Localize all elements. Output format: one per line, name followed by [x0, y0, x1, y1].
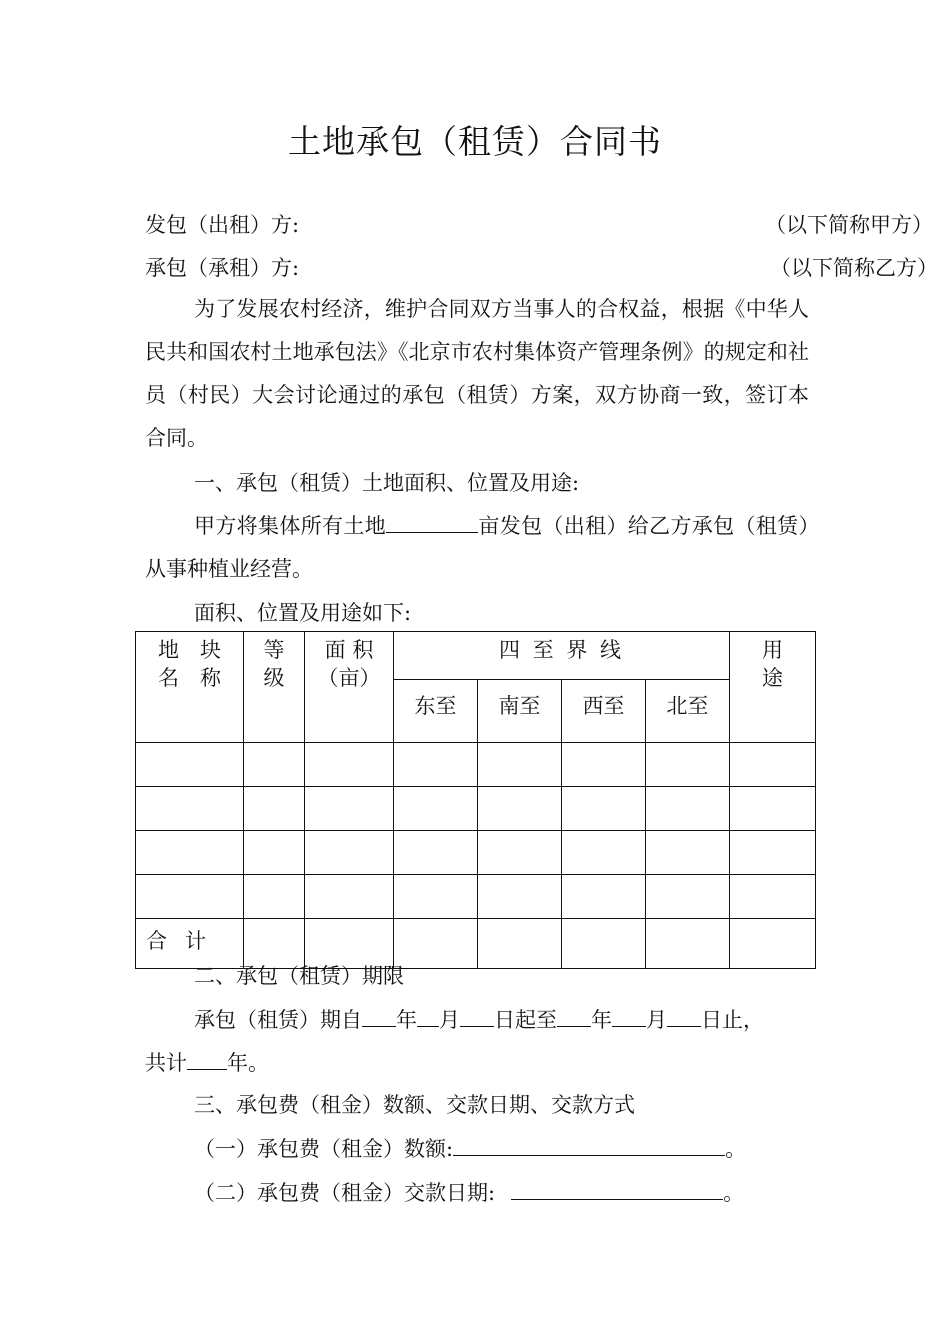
document-title: 土地承包（租赁）合同书	[288, 122, 662, 161]
term-line: 承包（租赁）期自 年 月 日起至 年 月 日止，	[194, 1004, 864, 1035]
lessee-note: （以下简称乙方）	[770, 256, 938, 280]
header-north: 北至	[646, 680, 730, 743]
end-year-blank[interactable]	[557, 1004, 591, 1027]
header-east: 东至	[394, 680, 478, 743]
start-day-blank[interactable]	[460, 1004, 494, 1027]
fee-date-line: （二）承包费（租金）交款日期: 。	[194, 1177, 864, 1208]
lessor-line	[145, 210, 933, 240]
table-row	[136, 831, 816, 875]
section1-text-before: 甲方将集体所有土地	[194, 514, 387, 538]
land-table	[135, 631, 816, 969]
total-years-blank[interactable]	[187, 1047, 227, 1070]
header-plot-name: 地 块 名 称	[136, 632, 244, 743]
intro-paragraph: 为了发展农村经济，维护合同双方当事人的合权益，根据《中华人民共和国农村土地承包法》《北京市农村集体资产管理条例》的规定和社员（村民）大会讨论通过的承包（租赁）方案，双方协商一致，签订本合同。	[145, 297, 809, 450]
section3-heading: 三、承包费（租金）数额、交款日期、交款方式	[194, 1093, 635, 1117]
total-label: 合计	[136, 919, 244, 969]
lessor-note: （以下简称甲方）	[765, 213, 933, 237]
header-area: 面 积 （亩）	[305, 632, 394, 743]
table-row	[136, 787, 816, 831]
fee-date-blank[interactable]	[511, 1177, 723, 1200]
header-boundaries: 四 至 界 线	[394, 632, 730, 680]
header-grade: 等 级	[244, 632, 305, 743]
section2-heading: 二、承包（租赁）期限	[194, 964, 404, 988]
header-south: 南至	[478, 680, 562, 743]
lessor-label: 发包（出租）方:	[145, 213, 300, 237]
start-year-blank[interactable]	[362, 1004, 396, 1027]
lessee-line	[145, 253, 938, 283]
header-west: 西至	[562, 680, 646, 743]
lessee-label: 承包（承租）方:	[145, 256, 300, 280]
end-day-blank[interactable]	[667, 1004, 701, 1027]
section1-heading: 一、承包（租赁）土地面积、位置及用途:	[194, 471, 580, 495]
end-month-blank[interactable]	[612, 1004, 646, 1027]
table-row	[136, 743, 816, 787]
table-intro: 面积、位置及用途如下:	[194, 601, 412, 625]
table-row	[136, 875, 816, 919]
table-header-row	[136, 632, 816, 680]
header-use: 用 途	[730, 632, 816, 743]
section1-paragraph	[145, 505, 809, 591]
land-area-blank[interactable]	[386, 510, 478, 533]
fee-amount-line: （一）承包费（租金）数额: 。	[194, 1133, 864, 1164]
start-month-blank[interactable]	[417, 1004, 439, 1027]
section1-text-after: 亩发包（出租）给乙方承包（租赁）从事种植业经营。	[145, 514, 810, 581]
fee-amount-blank[interactable]	[453, 1133, 725, 1156]
term-total-line: 共计 年。	[145, 1047, 815, 1078]
